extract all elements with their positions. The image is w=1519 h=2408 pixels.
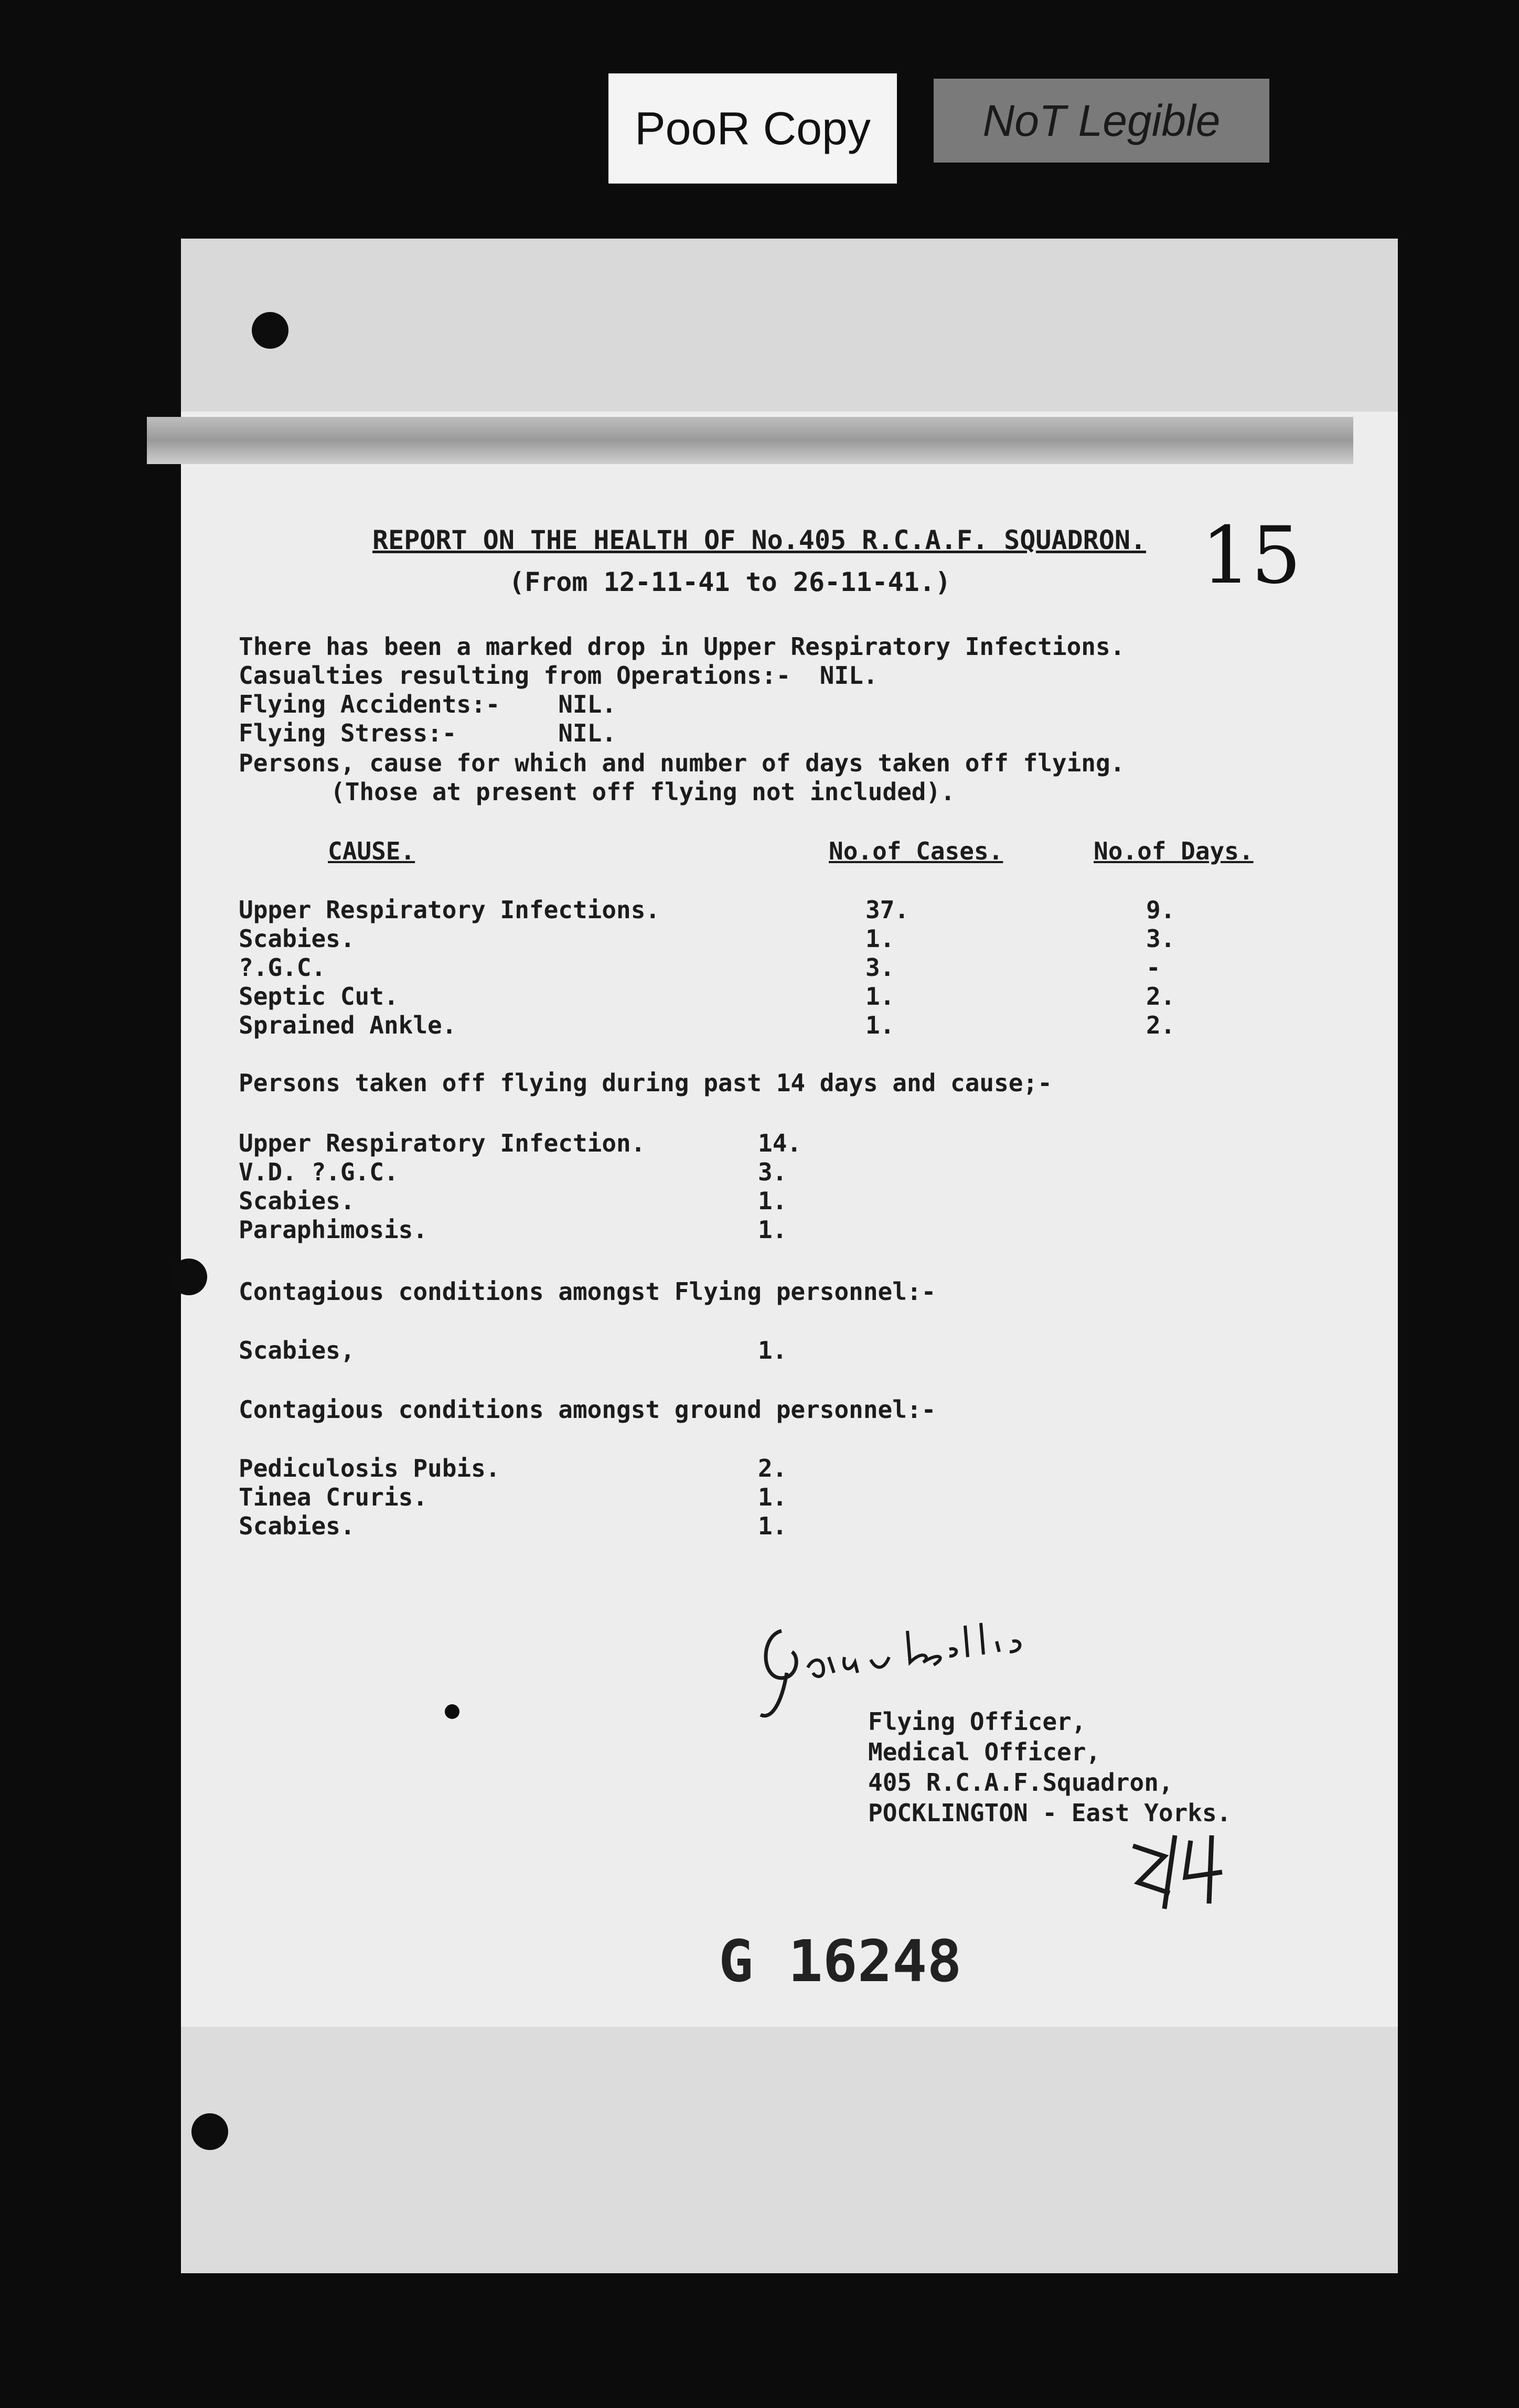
list-item-count: 1. — [758, 1483, 787, 1511]
list-item-count: 14. — [758, 1129, 802, 1157]
handwritten-signature — [750, 1599, 1044, 1725]
list-item-count: 2. — [758, 1454, 787, 1482]
poor-copy-label: PooR Copy — [608, 73, 897, 184]
column-header-cause: CAUSE. — [328, 837, 415, 865]
intro-line: Flying Accidents:- NIL. — [239, 690, 617, 718]
list-item-count: 3. — [758, 1158, 787, 1186]
table-row-cause: Sprained Ankle. — [239, 1011, 457, 1039]
list-item-count: 1. — [758, 1336, 787, 1364]
intro-line: Persons, cause for which and number of days taken off flying. — [239, 749, 1125, 777]
signature-line: Medical Officer, — [868, 1738, 1101, 1766]
column-header-cases: No.of Cases. — [829, 837, 1003, 865]
handwritten-initials — [1122, 1825, 1233, 1914]
list-item-cause: Scabies. — [239, 1187, 355, 1215]
table-row-cause: Upper Respiratory Infections. — [239, 896, 660, 924]
table-row-cases: 1. — [865, 1011, 895, 1039]
list-item-cause: Scabies, — [239, 1336, 355, 1364]
punch-hole — [252, 312, 288, 349]
punch-hole — [191, 2113, 228, 2150]
intro-line: There has been a marked drop in Upper Respiratory Infections. — [239, 632, 1125, 661]
punch-hole — [170, 1259, 207, 1295]
not-legible-label: NoT Legible — [934, 79, 1269, 163]
section-title-off-flying: Persons taken off flying during past 14 days and cause;- — [239, 1069, 1052, 1097]
list-item-count: 1. — [758, 1187, 787, 1215]
table-row-days: 2. — [1146, 1011, 1175, 1039]
table-row-days: - — [1146, 953, 1161, 982]
ink-dot — [445, 1704, 459, 1719]
list-item-count: 1. — [758, 1216, 787, 1244]
table-row-cause: Scabies. — [239, 924, 355, 953]
report-title: REPORT ON THE HEALTH OF No.405 R.C.A.F. SQUADRON. — [372, 525, 1147, 555]
table-row-days: 9. — [1146, 896, 1175, 924]
list-item-cause: Pediculosis Pubis. — [239, 1454, 500, 1482]
folio-number: 15 — [1201, 510, 1301, 601]
signature-line: Flying Officer, — [868, 1707, 1086, 1736]
table-row-days: 3. — [1146, 924, 1175, 953]
intro-line: Flying Stress:- NIL. — [239, 719, 617, 747]
intro-line: Casualties resulting from Operations:- NIL. — [239, 661, 878, 690]
report-period: (From 12-11-41 to 26-11-41.) — [509, 567, 951, 597]
table-row-cases: 3. — [865, 953, 895, 982]
list-item-count: 1. — [758, 1512, 787, 1540]
intro-line: (Those at present off flying not included). — [330, 778, 955, 806]
list-item-cause: Upper Respiratory Infection. — [239, 1129, 646, 1157]
sheet-bottom-band — [181, 2027, 1398, 2273]
file-stamp: G 16248 — [719, 1928, 962, 1995]
table-row-cases: 1. — [865, 982, 895, 1010]
section-title-contagious-flying: Contagious conditions amongst Flying personnel:- — [239, 1277, 936, 1306]
list-item-cause: Tinea Cruris. — [239, 1483, 428, 1511]
table-row-cause: ?.G.C. — [239, 953, 326, 982]
list-item-cause: Paraphimosis. — [239, 1216, 428, 1244]
table-row-cases: 37. — [865, 896, 910, 924]
signature-line: 405 R.C.A.F.Squadron, — [868, 1768, 1173, 1797]
table-row-days: 2. — [1146, 982, 1175, 1010]
list-item-cause: Scabies. — [239, 1512, 355, 1540]
column-header-days: No.of Days. — [1094, 837, 1254, 865]
section-title-contagious-ground: Contagious conditions amongst ground personnel:- — [239, 1395, 936, 1424]
signature-line: POCKLINGTON - East Yorks. — [868, 1799, 1232, 1827]
sheet-top-band — [181, 239, 1398, 412]
list-item-cause: V.D. ?.G.C. — [239, 1158, 399, 1186]
table-row-cause: Septic Cut. — [239, 982, 399, 1010]
header-smudge — [147, 417, 1353, 464]
table-row-cases: 1. — [865, 924, 895, 953]
